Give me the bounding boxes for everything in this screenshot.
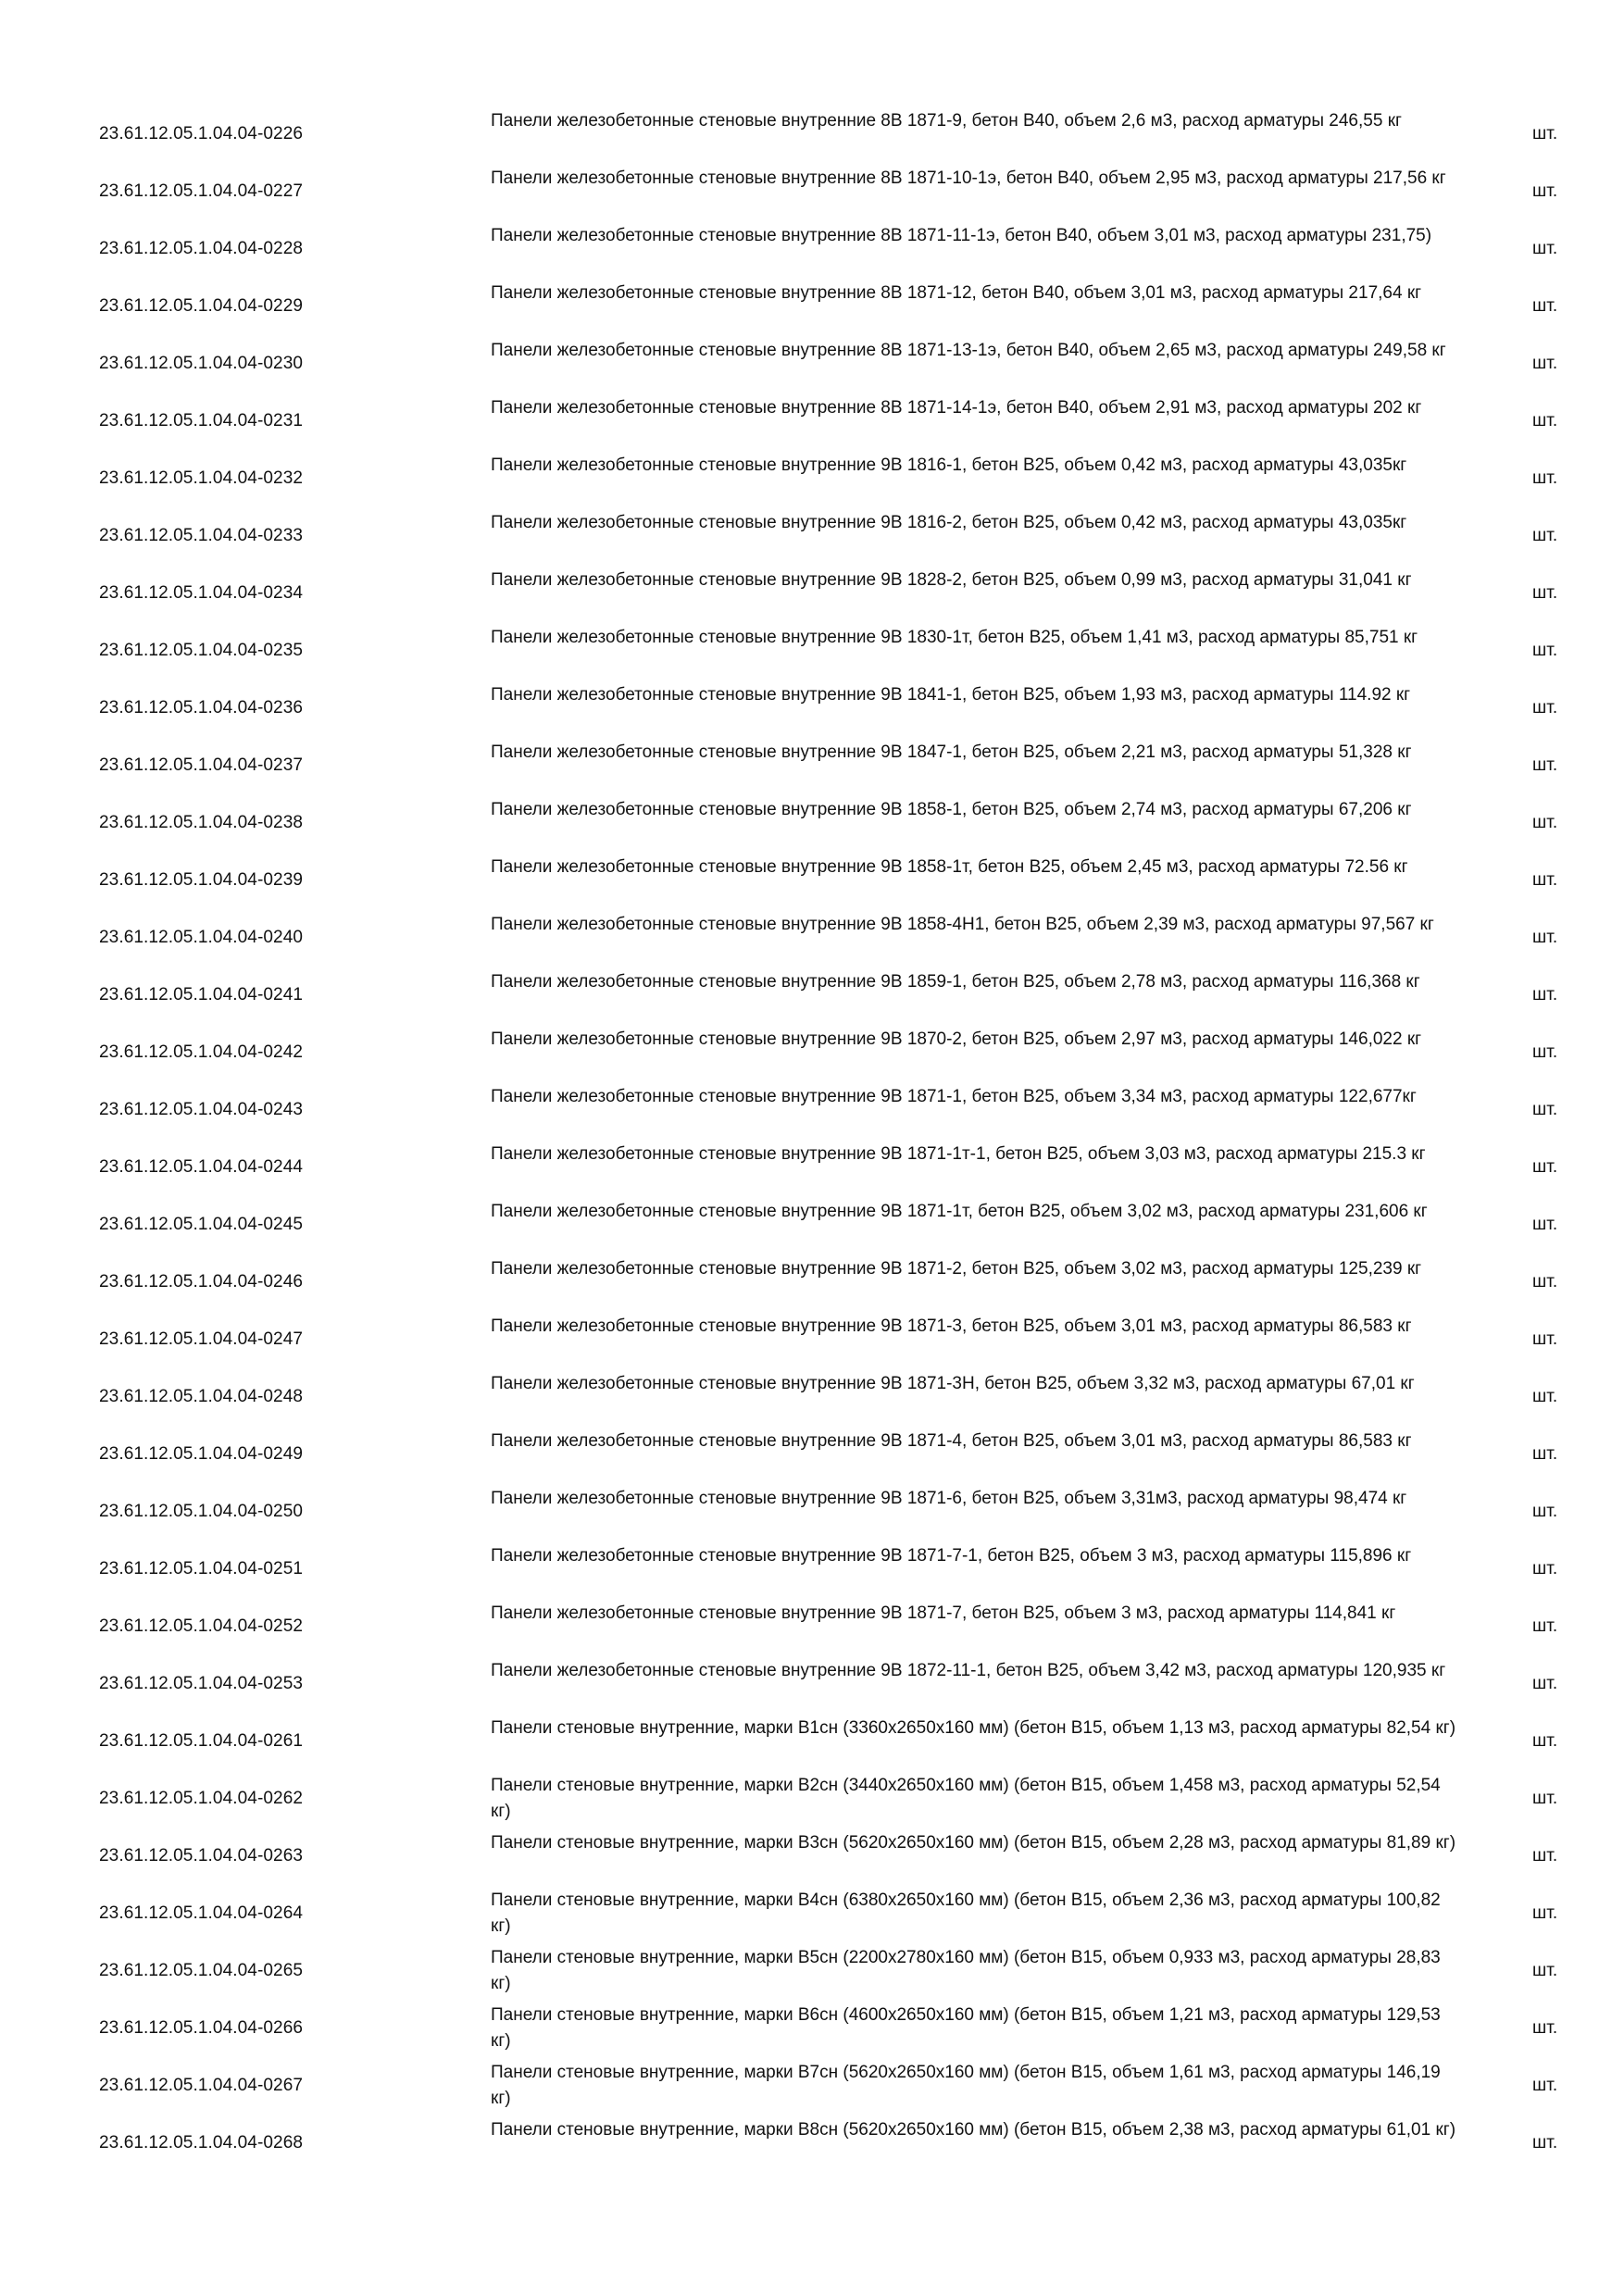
item-unit: шт. <box>1532 1157 1558 1177</box>
item-description: Панели железобетонные стеновые внутренние 9В 1816-2, бетон В25, объем 0,42 м3, расход арматуры 43,035кг <box>491 513 1407 532</box>
table-row <box>0 909 1624 967</box>
item-unit: шт. <box>1532 296 1558 316</box>
item-code: 23.61.12.05.1.04.04-0231 <box>99 411 304 430</box>
table-row <box>0 1655 1624 1713</box>
table-row <box>0 507 1624 565</box>
table-row <box>0 1770 1624 1828</box>
item-code: 23.61.12.05.1.04.04-0228 <box>99 239 304 258</box>
table-row <box>0 737 1624 794</box>
item-code: 23.61.12.05.1.04.04-0266 <box>99 2018 304 2038</box>
item-description: Панели железобетонные стеновые внутренние 8В 1871-14-1э, бетон В40, объем 2,91 м3, расход арматуры 202 кг <box>491 398 1422 418</box>
item-description: Панели железобетонные стеновые внутренние 9В 1871-3Н, бетон В25, объем 3,32 м3, расход арматуры 67,01 кг <box>491 1374 1415 1393</box>
item-code: 23.61.12.05.1.04.04-0268 <box>99 2133 304 2152</box>
table-row <box>0 278 1624 335</box>
table-row <box>0 220 1624 278</box>
item-unit: шт. <box>1532 411 1558 430</box>
item-unit: шт. <box>1532 468 1558 488</box>
item-code: 23.61.12.05.1.04.04-0226 <box>99 124 304 144</box>
item-unit: шт. <box>1532 2076 1558 2095</box>
table-row <box>0 967 1624 1024</box>
item-unit: шт. <box>1532 1100 1558 1119</box>
table-row <box>0 1311 1624 1368</box>
item-code: 23.61.12.05.1.04.04-0248 <box>99 1387 304 1406</box>
item-code: 23.61.12.05.1.04.04-0229 <box>99 296 304 316</box>
item-description: Панели железобетонные стеновые внутренние 8В 1871-9, бетон В40, объем 2,6 м3, расход арматуры 246,55 кг <box>491 111 1402 131</box>
item-code: 23.61.12.05.1.04.04-0243 <box>99 1100 304 1119</box>
table-row <box>0 1598 1624 1655</box>
item-description: Панели стеновые внутренние, марки В3сн (5620х2650х160 мм) (бетон В15, объем 2,28 м3, расход арматуры 81,89 кг) <box>491 1833 1456 1853</box>
item-unit: шт. <box>1532 1789 1558 1808</box>
item-unit: шт. <box>1532 985 1558 1004</box>
item-description: Панели железобетонные стеновые внутренние 8В 1871-10-1э, бетон В40, объем 2,95 м3, расход арматуры 217,56 кг <box>491 168 1446 188</box>
item-description: Панели железобетонные стеновые внутренние 9В 1871-1т, бетон В25, объем 3,02 м3, расход арматуры 231,606 кг <box>491 1202 1428 1221</box>
item-description: Панели железобетонные стеновые внутренние 8В 1871-11-1э, бетон В40, объем 3,01 м3, расход арматуры 231,75) <box>491 226 1432 245</box>
item-unit: шт. <box>1532 1444 1558 1464</box>
table-row <box>0 565 1624 622</box>
item-description: Панели стеновые внутренние, марки В1сн (3360х2650х160 мм) (бетон В15, объем 1,13 м3, расход арматуры 82,54 кг) <box>491 1718 1456 1738</box>
item-unit: шт. <box>1532 526 1558 545</box>
table-row <box>0 1368 1624 1426</box>
table-row <box>0 1196 1624 1254</box>
table-row <box>0 1139 1624 1196</box>
item-description: Панели железобетонные стеновые внутренние 9В 1871-4, бетон В25, объем 3,01 м3, расход арматуры 86,583 кг <box>491 1431 1412 1451</box>
item-code: 23.61.12.05.1.04.04-0265 <box>99 1961 304 1980</box>
item-description: Панели стеновые внутренние, марки В5сн (2200х2780х160 мм) (бетон В15, объем 0,933 м3, расход арматуры 28,83 кг) <box>491 1948 1441 1993</box>
table-row <box>0 1081 1624 1139</box>
item-description: Панели железобетонные стеновые внутренние 9В 1858-1т, бетон В25, объем 2,45 м3, расход арматуры 72.56 кг <box>491 857 1408 877</box>
item-description: Панели железобетонные стеновые внутренние 9В 1816-1, бетон В25, объем 0,42 м3, расход арматуры 43,035кг <box>491 455 1407 475</box>
item-unit: шт. <box>1532 813 1558 832</box>
item-description: Панели железобетонные стеновые внутренние 9В 1859-1, бетон В25, объем 2,78 м3, расход арматуры 116,368 кг <box>491 972 1420 992</box>
item-description: Панели железобетонные стеновые внутренние 9В 1872-11-1, бетон В25, объем 3,42 м3, расход арматуры 120,935 кг <box>491 1661 1446 1680</box>
item-description: Панели железобетонные стеновые внутренние 9В 1847-1, бетон В25, объем 2,21 м3, расход арматуры 51,328 кг <box>491 742 1412 762</box>
item-code: 23.61.12.05.1.04.04-0235 <box>99 641 304 660</box>
item-unit: шт. <box>1532 181 1558 201</box>
table-row <box>0 622 1624 680</box>
table-row <box>0 2000 1624 2057</box>
item-code: 23.61.12.05.1.04.04-0238 <box>99 813 304 832</box>
table-row <box>0 2115 1624 2172</box>
item-code: 23.61.12.05.1.04.04-0249 <box>99 1444 304 1464</box>
item-unit: шт. <box>1532 698 1558 718</box>
item-description: Панели стеновые внутренние, марки В2сн (3440х2650х160 мм) (бетон В15, объем 1,458 м3, расход арматуры 52,54 кг) <box>491 1776 1441 1821</box>
item-code: 23.61.12.05.1.04.04-0264 <box>99 1903 304 1923</box>
item-unit: шт. <box>1532 641 1558 660</box>
item-code: 23.61.12.05.1.04.04-0267 <box>99 2076 304 2095</box>
item-unit: шт. <box>1532 1387 1558 1406</box>
price-table <box>0 106 1624 2172</box>
table-row <box>0 794 1624 852</box>
item-description: Панели железобетонные стеновые внутренние 9В 1871-6, бетон В25, объем 3,31м3, расход арматуры 98,474 кг <box>491 1489 1407 1508</box>
item-code: 23.61.12.05.1.04.04-0236 <box>99 698 304 718</box>
item-unit: шт. <box>1532 1731 1558 1751</box>
item-code: 23.61.12.05.1.04.04-0234 <box>99 583 304 603</box>
table-row <box>0 393 1624 450</box>
item-code: 23.61.12.05.1.04.04-0250 <box>99 1502 304 1521</box>
table-row <box>0 106 1624 163</box>
item-description: Панели железобетонные стеновые внутренние 9В 1871-1т-1, бетон В25, объем 3,03 м3, расход арматуры 215.3 кг <box>491 1144 1426 1164</box>
item-code: 23.61.12.05.1.04.04-0230 <box>99 354 304 373</box>
item-description: Панели железобетонные стеновые внутренние 9В 1830-1т, бетон В25, объем 1,41 м3, расход арматуры 85,751 кг <box>491 628 1418 647</box>
item-code: 23.61.12.05.1.04.04-0227 <box>99 181 304 201</box>
item-code: 23.61.12.05.1.04.04-0242 <box>99 1042 304 1062</box>
table-row <box>0 2057 1624 2115</box>
item-description: Панели железобетонные стеновые внутренние 9В 1871-3, бетон В25, объем 3,01 м3, расход арматуры 86,583 кг <box>491 1316 1412 1336</box>
item-description: Панели стеновые внутренние, марки В8сн (5620х2650х160 мм) (бетон В15, объем 2,38 м3, расход арматуры 61,01 кг) <box>491 2120 1456 2140</box>
item-code: 23.61.12.05.1.04.04-0246 <box>99 1272 304 1292</box>
item-code: 23.61.12.05.1.04.04-0240 <box>99 928 304 947</box>
item-code: 23.61.12.05.1.04.04-0237 <box>99 755 304 775</box>
item-description: Панели железобетонные стеновые внутренние 8В 1871-13-1э, бетон В40, объем 2,65 м3, расход арматуры 249,58 кг <box>491 341 1446 360</box>
item-description: Панели железобетонные стеновые внутренние 9В 1841-1, бетон В25, объем 1,93 м3, расход арматуры 114.92 кг <box>491 685 1411 705</box>
table-row <box>0 680 1624 737</box>
table-row <box>0 1541 1624 1598</box>
item-unit: шт. <box>1532 1502 1558 1521</box>
item-description: Панели железобетонные стеновые внутренние 9В 1858-4Н1, бетон В25, объем 2,39 м3, расход арматуры 97,567 кг <box>491 915 1434 934</box>
item-unit: шт. <box>1532 239 1558 258</box>
item-code: 23.61.12.05.1.04.04-0262 <box>99 1789 304 1808</box>
item-unit: шт. <box>1532 2018 1558 2038</box>
table-row <box>0 1426 1624 1483</box>
item-code: 23.61.12.05.1.04.04-0241 <box>99 985 304 1004</box>
table-row <box>0 1885 1624 1942</box>
item-description: Панели железобетонные стеновые внутренние 9В 1870-2, бетон В25, объем 2,97 м3, расход арматуры 146,022 кг <box>491 1029 1422 1049</box>
table-row <box>0 1024 1624 1081</box>
table-row <box>0 1483 1624 1541</box>
item-description: Панели железобетонные стеновые внутренние 9В 1871-7-1, бетон В25, объем 3 м3, расход арматуры 115,896 кг <box>491 1546 1412 1566</box>
table-row <box>0 1713 1624 1770</box>
item-description: Панели железобетонные стеновые внутренние 9В 1858-1, бетон В25, объем 2,74 м3, расход арматуры 67,206 кг <box>491 800 1412 819</box>
item-unit: шт. <box>1532 583 1558 603</box>
table-row <box>0 852 1624 909</box>
item-unit: шт. <box>1532 870 1558 890</box>
item-unit: шт. <box>1532 1329 1558 1349</box>
table-row <box>0 1254 1624 1311</box>
item-code: 23.61.12.05.1.04.04-0263 <box>99 1846 304 1866</box>
item-description: Панели железобетонные стеновые внутренние 9В 1871-2, бетон В25, объем 3,02 м3, расход арматуры 125,239 кг <box>491 1259 1422 1279</box>
item-unit: шт. <box>1532 124 1558 144</box>
item-unit: шт. <box>1532 1042 1558 1062</box>
item-description: Панели стеновые внутренние, марки В7сн (5620х2650х160 мм) (бетон В15, объем 1,61 м3, расход арматуры 146,19 кг) <box>491 2063 1441 2108</box>
item-description: Панели железобетонные стеновые внутренние 9В 1828-2, бетон В25, объем 0,99 м3, расход арматуры 31,041 кг <box>491 570 1412 590</box>
item-description: Панели стеновые внутренние, марки В4сн (6380х2650х160 мм) (бетон В15, объем 2,36 м3, расход арматуры 100,82 кг) <box>491 1890 1441 1936</box>
item-unit: шт. <box>1532 1846 1558 1866</box>
table-row <box>0 1942 1624 2000</box>
table-row <box>0 450 1624 507</box>
item-unit: шт. <box>1532 1215 1558 1234</box>
item-unit: шт. <box>1532 354 1558 373</box>
table-row <box>0 163 1624 220</box>
item-description: Панели железобетонные стеновые внутренние 9В 1871-1, бетон В25, объем 3,34 м3, расход арматуры 122,677кг <box>491 1087 1417 1106</box>
item-unit: шт. <box>1532 1674 1558 1693</box>
item-code: 23.61.12.05.1.04.04-0253 <box>99 1674 304 1693</box>
item-code: 23.61.12.05.1.04.04-0252 <box>99 1616 304 1636</box>
item-unit: шт. <box>1532 1559 1558 1578</box>
item-code: 23.61.12.05.1.04.04-0247 <box>99 1329 304 1349</box>
item-code: 23.61.12.05.1.04.04-0233 <box>99 526 304 545</box>
item-code: 23.61.12.05.1.04.04-0261 <box>99 1731 304 1751</box>
item-unit: шт. <box>1532 928 1558 947</box>
table-row <box>0 1828 1624 1885</box>
item-code: 23.61.12.05.1.04.04-0232 <box>99 468 304 488</box>
item-description: Панели железобетонные стеновые внутренние 8В 1871-12, бетон В40, объем 3,01 м3, расход арматуры 217,64 кг <box>491 283 1422 303</box>
item-unit: шт. <box>1532 1272 1558 1292</box>
item-unit: шт. <box>1532 1616 1558 1636</box>
item-code: 23.61.12.05.1.04.04-0244 <box>99 1157 304 1177</box>
item-description: Панели железобетонные стеновые внутренние 9В 1871-7, бетон В25, объем 3 м3, расход арматуры 114,841 кг <box>491 1603 1396 1623</box>
item-unit: шт. <box>1532 1903 1558 1923</box>
table-row <box>0 335 1624 393</box>
item-description: Панели стеновые внутренние, марки В6сн (4600х2650х160 мм) (бетон В15, объем 1,21 м3, расход арматуры 129,53 кг) <box>491 2005 1441 2051</box>
item-code: 23.61.12.05.1.04.04-0239 <box>99 870 304 890</box>
item-unit: шт. <box>1532 2133 1558 2152</box>
item-unit: шт. <box>1532 1961 1558 1980</box>
item-code: 23.61.12.05.1.04.04-0251 <box>99 1559 304 1578</box>
item-code: 23.61.12.05.1.04.04-0245 <box>99 1215 304 1234</box>
item-unit: шт. <box>1532 755 1558 775</box>
